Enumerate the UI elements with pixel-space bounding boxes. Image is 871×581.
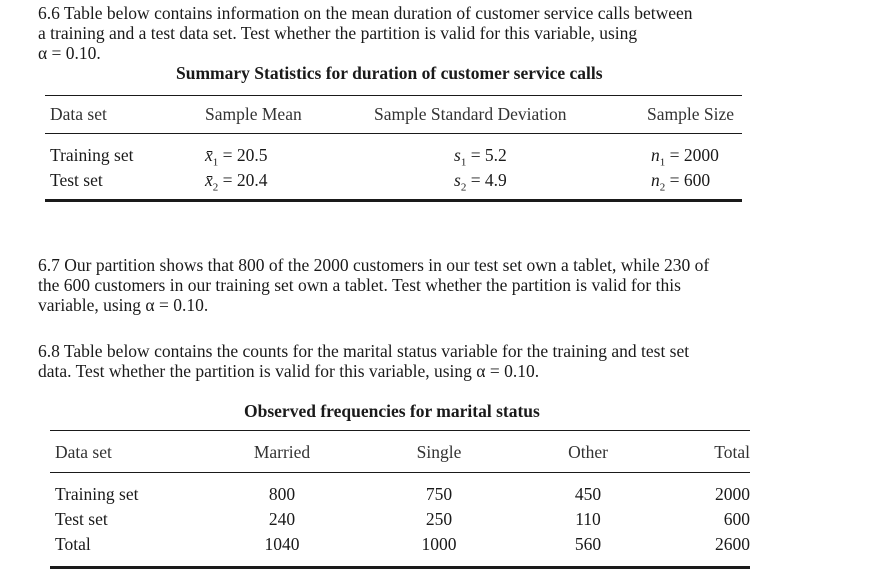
table2-row-label: Training set (55, 484, 139, 504)
table1-header-size: Sample Size (647, 104, 734, 124)
table2-cell: 2600 (715, 534, 750, 554)
table1-header-sd: Sample Standard Deviation (374, 104, 567, 124)
table2-cell: 800 (268, 484, 296, 504)
table1-header-data-set: Data set (50, 104, 107, 124)
table1-header-rule (45, 133, 742, 134)
table1-size-cell: $n_1 = 2000$ (651, 145, 719, 169)
table2-cell: 1000 (421, 534, 457, 554)
table1-bottom-rule (45, 199, 742, 202)
table1-row-label: Training set (50, 145, 134, 165)
table1-caption: Summary Statistics for duration of customer service calls (176, 63, 603, 83)
table2-header-rule (50, 472, 750, 473)
table2-row-label: Total (55, 534, 91, 554)
problem-6-8-text: 6.8 Table below contains the counts for the marital status variable for the training and test set data. Test whether the partition is valid for this variable, using α = 0.10. (38, 341, 690, 381)
table1-sd-cell: $s_1 = 5.2$ (454, 145, 507, 169)
table1-row-label: Test set (50, 170, 103, 190)
table2-cell: 2000 (715, 484, 750, 504)
table2-header-other: Other (568, 442, 608, 462)
problem-6-7-text: 6.7 Our partition shows that 800 of the 2000 customers in our test set own a tablet, while 230 of the 600 customers in our training set own a tablet. Test whether the partition is valid for this variable, using α = 0.10. (38, 255, 710, 315)
table1-size-cell: $n_2 = 600$ (651, 170, 711, 194)
table1-mean-cell: $x̄_2 = 20.4$ (205, 170, 268, 194)
table2-cell: 250 (425, 509, 453, 529)
table1-mean-cell: $x̄_1 = 20.5$ (205, 145, 268, 169)
table2-cell: 240 (268, 509, 296, 529)
table2-cell: 450 (574, 484, 602, 504)
table1-header-mean: Sample Mean (205, 104, 302, 124)
table2-cell: 1040 (264, 534, 300, 554)
table2-caption: Observed frequencies for marital status (244, 401, 540, 421)
problem-6-6-text: 6.6 Table below contains information on the mean duration of customer service calls between a training and a test data set. Test whether the partition is valid for this variable, using α = 0.10. (38, 3, 693, 63)
table2-row-label: Test set (55, 509, 108, 529)
table2-header-single: Single (416, 442, 462, 462)
table2-header-data-set: Data set (55, 442, 112, 462)
table2-header-married: Married (253, 442, 311, 462)
table2-bottom-rule (50, 566, 750, 569)
table2-cell: 560 (574, 534, 602, 554)
table2-cell: 110 (575, 509, 601, 529)
table2-cell: 600 (723, 509, 750, 529)
table1-top-rule (45, 95, 742, 96)
table1-sd-cell: $s_2 = 4.9$ (454, 170, 507, 194)
table2-header-total: Total (714, 442, 750, 462)
table2-cell: 750 (425, 484, 453, 504)
table2-top-rule (50, 430, 750, 431)
